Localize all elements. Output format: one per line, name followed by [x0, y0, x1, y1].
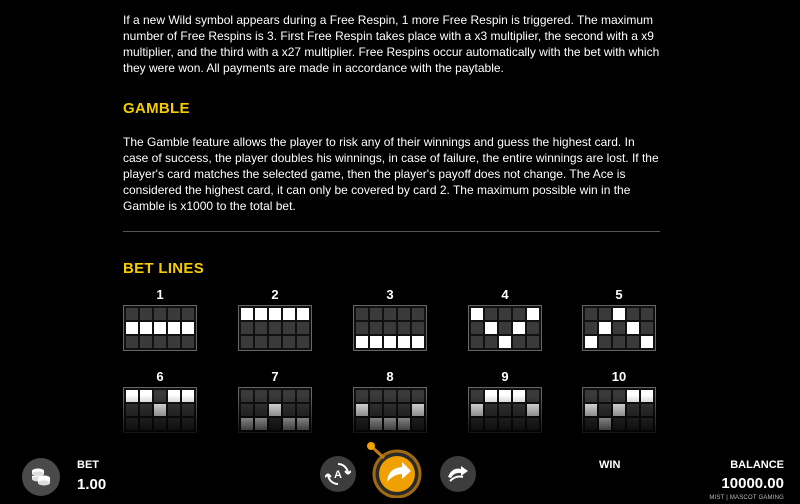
inactive-cell [398, 308, 410, 320]
bet-line-number: 7 [271, 369, 279, 384]
bet-line-pattern [468, 305, 542, 351]
active-cell [255, 308, 267, 320]
inactive-cell [297, 322, 309, 334]
inactive-cell [398, 322, 410, 334]
active-cell [384, 336, 396, 348]
inactive-cell [471, 336, 483, 348]
bet-line-4 [468, 287, 542, 351]
active-cell [140, 322, 152, 334]
inactive-cell [641, 322, 653, 334]
inactive-cell [627, 336, 639, 348]
inactive-cell [140, 308, 152, 320]
section-divider [123, 231, 660, 232]
win-label: WIN [599, 459, 621, 471]
inactive-cell [370, 322, 382, 334]
active-cell [297, 308, 309, 320]
active-cell [485, 322, 497, 334]
inactive-cell [126, 336, 138, 348]
bet-line-2 [238, 287, 312, 351]
active-cell [513, 322, 525, 334]
inactive-cell [356, 308, 368, 320]
bet-line-number: 4 [501, 287, 509, 302]
bet-value: 1.00 [77, 476, 107, 493]
active-cell [356, 336, 368, 348]
bet-lines-heading: BET LINES [123, 260, 205, 277]
svg-text:A: A [334, 469, 342, 481]
active-cell [471, 308, 483, 320]
inactive-cell [168, 336, 180, 348]
bet-line-number: 6 [156, 369, 164, 384]
bet-line-number: 10 [611, 369, 627, 384]
active-cell [241, 308, 253, 320]
inactive-cell [283, 336, 295, 348]
coins-stack-icon [29, 465, 53, 489]
inactive-cell [513, 308, 525, 320]
bet-line-pattern [123, 305, 197, 351]
active-cell [412, 336, 424, 348]
free-respin-paragraph: If a new Wild symbol appears during a Free Respin, 1 more Free Respin is triggered. The maximum number of Free Respins is 3. First Free Respin takes place with a x3 multiplier, the second with a x9 multiplier, and the third with a x27 multiplier. Free Respins occur automatically with the bet with which they were won. All payments are made in accordance with the paytable. [123, 13, 660, 75]
inactive-cell [182, 336, 194, 348]
inactive-cell [370, 308, 382, 320]
inactive-cell [599, 336, 611, 348]
speed-button[interactable] [440, 456, 476, 492]
inactive-cell [241, 336, 253, 348]
bet-label: BET [77, 459, 99, 471]
inactive-cell [182, 308, 194, 320]
gamble-heading: GAMBLE [123, 100, 190, 117]
inactive-cell [513, 336, 525, 348]
inactive-cell [627, 308, 639, 320]
bet-line-number: 8 [386, 369, 394, 384]
bet-line-5 [582, 287, 656, 351]
inactive-cell [269, 322, 281, 334]
active-cell [499, 336, 511, 348]
active-cell [599, 322, 611, 334]
inactive-cell [283, 322, 295, 334]
active-cell [168, 322, 180, 334]
active-cell [283, 308, 295, 320]
inactive-cell [599, 308, 611, 320]
active-cell [627, 322, 639, 334]
active-cell [585, 336, 597, 348]
bet-line-pattern [582, 305, 656, 351]
inactive-cell [641, 308, 653, 320]
inactive-cell [384, 322, 396, 334]
inactive-cell [140, 336, 152, 348]
inactive-cell [585, 322, 597, 334]
active-cell [613, 308, 625, 320]
bet-line-number: 2 [271, 287, 279, 302]
inactive-cell [384, 308, 396, 320]
active-cell [398, 336, 410, 348]
autoplay-button[interactable] [320, 456, 356, 492]
gamble-paragraph: The Gamble feature allows the player to risk any of their winnings and guess the highest card. In case of success, the player doubles his winnings, in case of failure, the entire winnings are lost. If the player's card matches the selected game, then the player's payoff does not change. The Ace is considered the highest card, it can only be covered by card 2. The maximum possible win in the Gamble is x1000 to the total bet. [123, 135, 659, 213]
inactive-cell [269, 336, 281, 348]
inactive-cell [412, 308, 424, 320]
balance-value: 10000.00 [721, 475, 784, 492]
active-cell [269, 308, 281, 320]
bet-line-number: 1 [156, 287, 164, 302]
inactive-cell [613, 322, 625, 334]
inactive-cell [154, 336, 166, 348]
inactive-cell [356, 322, 368, 334]
inactive-cell [255, 322, 267, 334]
active-cell [370, 336, 382, 348]
balance-label: BALANCE [730, 459, 784, 471]
inactive-cell [154, 308, 166, 320]
inactive-cell [255, 336, 267, 348]
active-cell [126, 322, 138, 334]
inactive-cell [499, 308, 511, 320]
inactive-cell [585, 308, 597, 320]
inactive-cell [485, 308, 497, 320]
bet-line-pattern [238, 305, 312, 351]
bet-line-pattern [353, 305, 427, 351]
inactive-cell [297, 336, 309, 348]
inactive-cell [613, 336, 625, 348]
spin-arrow-icon [366, 440, 428, 498]
active-cell [641, 336, 653, 348]
provider-credit: MIST | MASCOT GAMING [709, 495, 784, 501]
inactive-cell [168, 308, 180, 320]
active-cell [182, 322, 194, 334]
inactive-cell [527, 336, 539, 348]
inactive-cell [499, 322, 511, 334]
bet-line-number: 9 [501, 369, 509, 384]
inactive-cell [471, 322, 483, 334]
inactive-cell [241, 322, 253, 334]
bet-line-number: 5 [615, 287, 623, 302]
speed-icon [445, 461, 471, 487]
spin-button[interactable] [366, 440, 428, 498]
bet-line-number: 3 [386, 287, 394, 302]
inactive-cell [485, 336, 497, 348]
autoplay-icon [325, 461, 351, 487]
bet-button[interactable] [22, 458, 60, 496]
bet-line-3 [353, 287, 427, 351]
inactive-cell [126, 308, 138, 320]
active-cell [154, 322, 166, 334]
bet-line-1 [123, 287, 197, 351]
inactive-cell [527, 322, 539, 334]
active-cell [527, 308, 539, 320]
inactive-cell [412, 322, 424, 334]
